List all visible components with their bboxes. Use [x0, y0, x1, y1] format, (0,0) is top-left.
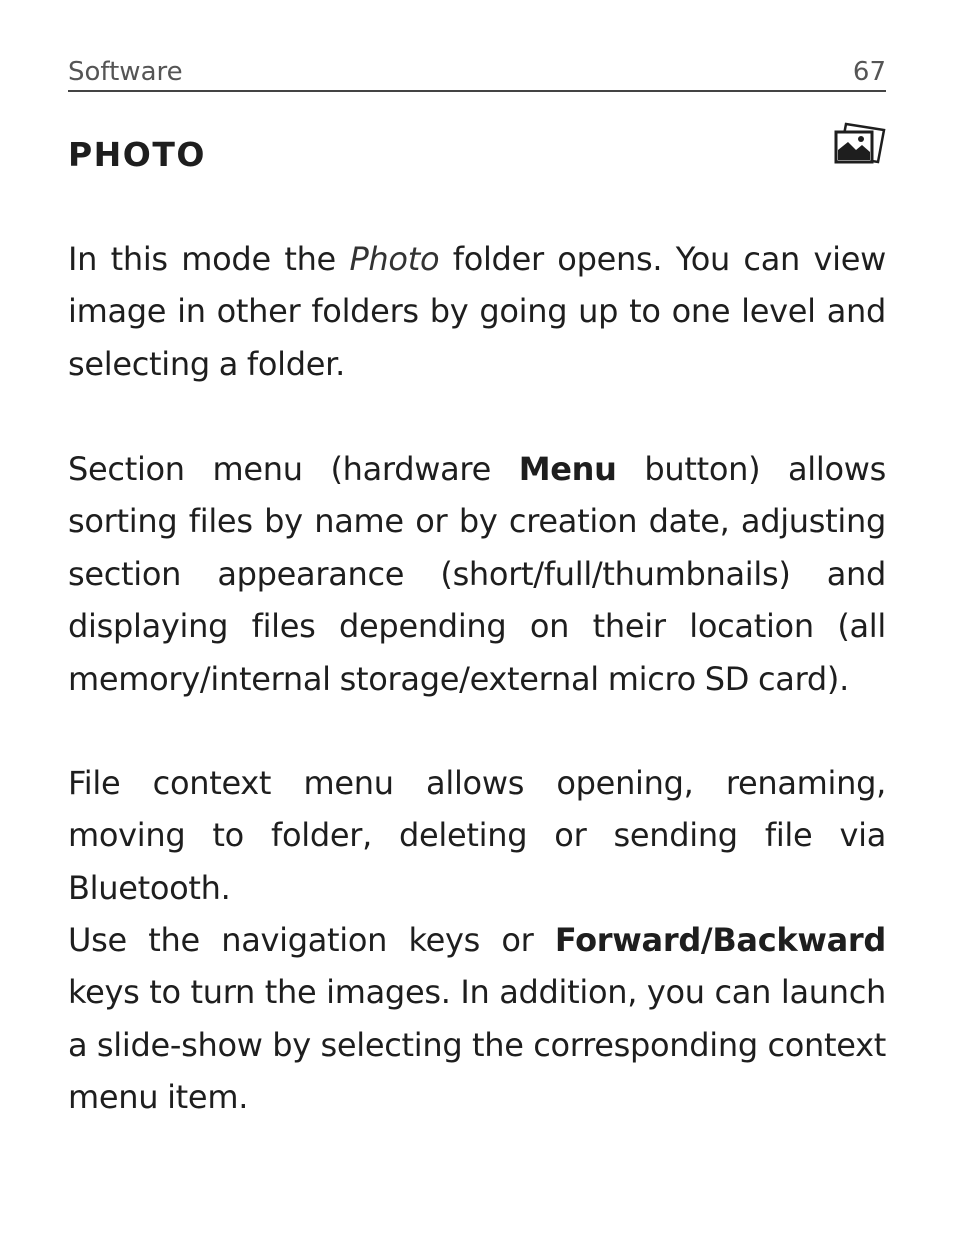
- paragraph-context-menu: [68, 757, 886, 914]
- text-run: In this mode the: [68, 240, 350, 278]
- photo-stack-icon: [834, 120, 886, 166]
- text-run: button) allows sorting files by name or by creation date, adjusting section appearance (short/full/thumbnails) and displaying files depending on their location (all memory/internal storage/external micro SD card).: [68, 450, 886, 698]
- text-run: Use the navigation keys or: [68, 921, 555, 959]
- paragraph-section-menu: [68, 443, 886, 705]
- running-header: [68, 56, 886, 92]
- paragraph-navigation: [68, 914, 886, 1124]
- text-run: folder opens. You can view image in other folders by going up to one level and selecting a folder.: [68, 240, 886, 383]
- italic-folder-name: Photo: [349, 240, 440, 278]
- bold-menu-key: Menu: [518, 450, 617, 488]
- paragraph-photo-mode: [68, 233, 886, 390]
- text-run: File context menu allows opening, renaming, moving to folder, deleting or sending file via Bluetooth.: [68, 764, 886, 907]
- section-title: PHOTO: [68, 135, 206, 174]
- header-page-number: 67: [852, 57, 886, 87]
- header-section-name: Software: [68, 57, 183, 87]
- text-run: Section menu (hardware: [68, 450, 519, 488]
- text-run: keys to turn the images. In addition, you can launch a slide-show by selecting the corresponding context menu item.: [68, 973, 886, 1117]
- bold-forward-backward-keys: Forward/Backward: [554, 921, 886, 959]
